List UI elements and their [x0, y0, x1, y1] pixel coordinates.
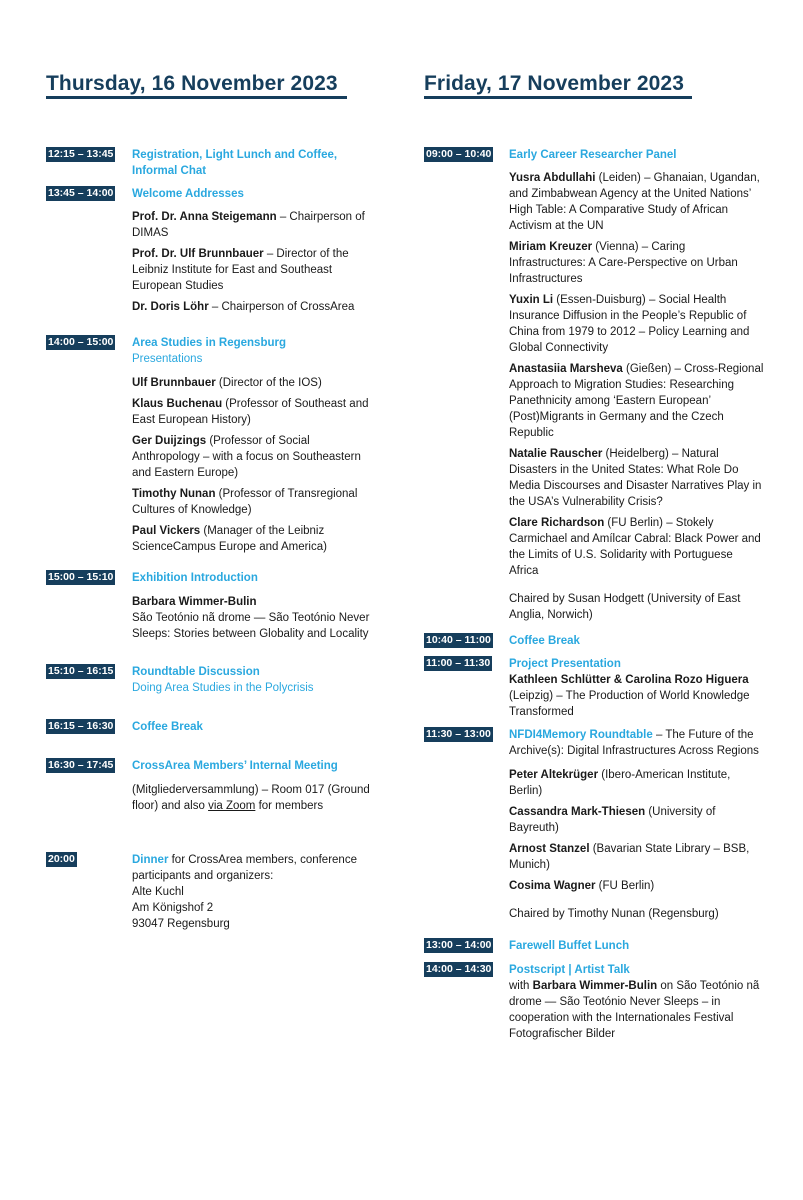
- day-title-thursday: Thursday, 16 November 2023: [46, 72, 338, 95]
- time-badge: 16:30 – 17:45: [48, 759, 114, 771]
- time-badge: 14:00 – 15:00: [48, 336, 114, 348]
- day-title-friday: Friday, 17 November 2023: [424, 72, 684, 95]
- zoom-link[interactable]: via Zoom: [208, 800, 256, 812]
- speaker-entry: Kathleen Schlütter & Carolina Rozo Higuera (Leipzig) – The Production of World Knowledge Transformed: [509, 674, 750, 718]
- session-title: Area Studies in Regensburg: [132, 337, 287, 349]
- session-description: São Teotónio nã drome — São Teotónio Never Sleeps: Stories between Globality and Locality: [132, 612, 370, 640]
- time-badge: 15:00 – 15:10: [48, 571, 114, 583]
- speaker-entry: Cassandra Mark-Thiesen (University of Bayreuth): [509, 806, 716, 834]
- session-description: with Barbara Wimmer-Bulin on São Teotónio nã drome — São Teotónio Never Sleeps – in cooperation with the Internationales Festival Fotografischer Bilder: [509, 980, 760, 1040]
- speaker-entry: Clare Richardson (FU Berlin) – Stokely Carmichael and Amílcar Cabral: Black Power and the Limits of U.S. Solidarity with Portuguese Africa: [509, 517, 761, 577]
- speaker-entry: Prof. Dr. Anna Steigemann – Chairperson of DIMAS: [132, 211, 365, 239]
- time-badge: 13:45 – 14:00: [48, 187, 114, 199]
- session-title: CrossArea Members’ Internal Meeting: [132, 760, 338, 772]
- speaker-entry: Dr. Doris Löhr – Chairperson of CrossArea: [132, 301, 355, 313]
- speaker-entry: Yusra Abdullahi (Leiden) – Ghanaian, Ugandan, and Zimbabwean Agency at the United Nations’ High Table: A Comparative Study of African Activism at the UN: [509, 172, 760, 232]
- chair-note: Chaired by Susan Hodgett (University of East Anglia, Norwich): [509, 593, 741, 621]
- session-description: (Mitgliederversammlung) – Room 017 (Ground floor) and also via Zoom for members: [132, 784, 370, 812]
- time-badge: 15:10 – 16:15: [48, 665, 114, 677]
- time-badge: 14:00 – 14:30: [426, 963, 492, 975]
- speaker-entry: Yuxin Li (Essen-Duisburg) – Social Health Insurance Diffusion in the People’s Republic of China from 1979 to 2012 – Policy Learning and Global Connectivity: [509, 294, 750, 354]
- title-underline: [46, 96, 347, 99]
- speaker-entry: Cosima Wagner (FU Berlin): [509, 880, 655, 892]
- speaker-entry: Timothy Nunan (Professor of Transregional Cultures of Knowledge): [132, 488, 358, 516]
- address-line: Alte Kuchl: [132, 886, 184, 898]
- time-badge: 11:30 – 13:00: [426, 728, 491, 740]
- session-title: Farewell Buffet Lunch: [509, 940, 630, 952]
- speaker-entry: Paul Vickers (Manager of the Leibniz ScienceCampus Europe and America): [132, 525, 327, 553]
- time-badge: 09:00 – 10:40: [426, 148, 492, 160]
- speaker-entry: Miriam Kreuzer (Vienna) – Caring Infrastructures: A Care-Perspective on Urban Infrastructures: [509, 241, 738, 285]
- session-subtitle: Doing Area Studies in the Polycrisis: [132, 682, 314, 694]
- time-badge: 10:40 – 11:00: [426, 634, 491, 646]
- session-title: Early Career Researcher Panel: [509, 149, 677, 161]
- session-title: Coffee Break: [132, 721, 203, 733]
- speaker-entry: Natalie Rauscher (Heidelberg) – Natural Disasters in the United States: What Role Do Media Discourses and Disaster Narratives Play in the USA’s Vulnerability Crisis?: [509, 448, 762, 508]
- session-title: Exhibition Introduction: [132, 572, 258, 584]
- session-title: Dinner for CrossArea members, conference participants and organizers:: [132, 854, 357, 882]
- speaker-entry: Arnost Stanzel (Bavarian State Library – BSB, Munich): [509, 843, 750, 871]
- address-line: 93047 Regensburg: [132, 918, 230, 930]
- session-title: NFDI4Memory Roundtable – The Future of the Archive(s): Digital Infrastructures Across Regions: [509, 729, 759, 757]
- title-underline: [424, 96, 692, 99]
- speaker-entry: Prof. Dr. Ulf Brunnbauer – Director of the Leibniz Institute for East and Southeast European Studies: [132, 248, 349, 292]
- session-title: Registration, Light Lunch and Coffee, Informal Chat: [132, 149, 338, 177]
- session-title: Coffee Break: [509, 635, 580, 647]
- time-badge: 16:15 – 16:30: [48, 720, 114, 732]
- session-title: Postscript | Artist Talk: [509, 964, 630, 976]
- session-title: Welcome Addresses: [132, 188, 244, 200]
- speaker-entry: Peter Altekrüger (Ibero-American Institute, Berlin): [509, 769, 731, 797]
- time-badge: 13:00 – 14:00: [426, 939, 492, 951]
- time-badge: 12:15 – 13:45: [48, 148, 114, 160]
- speaker-entry: Anastasiia Marsheva (Gießen) – Cross-Regional Approach to Migration Studies: Researching Panethnicity among ‘Eastern European’ (Post)Migrants in Germany and the Czech Republic: [509, 363, 764, 439]
- session-title: Roundtable Discussion: [132, 666, 260, 678]
- speaker-entry: Klaus Buchenau (Professor of Southeast and East European History): [132, 398, 369, 426]
- time-badge: 11:00 – 11:30: [426, 657, 491, 669]
- speaker-name: Barbara Wimmer-Bulin: [132, 596, 257, 608]
- time-badge: 20:00: [48, 853, 75, 865]
- session-title: Project Presentation: [509, 658, 621, 670]
- session-subtitle: Presentations: [132, 353, 203, 365]
- speaker-entry: Ulf Brunnbauer (Director of the IOS): [132, 377, 322, 389]
- address-line: Am Königshof 2: [132, 902, 214, 914]
- speaker-entry: Ger Duijzings (Professor of Social Anthropology – with a focus on Southeastern and Eastern Europe): [132, 435, 361, 479]
- chair-note: Chaired by Timothy Nunan (Regensburg): [509, 908, 719, 920]
